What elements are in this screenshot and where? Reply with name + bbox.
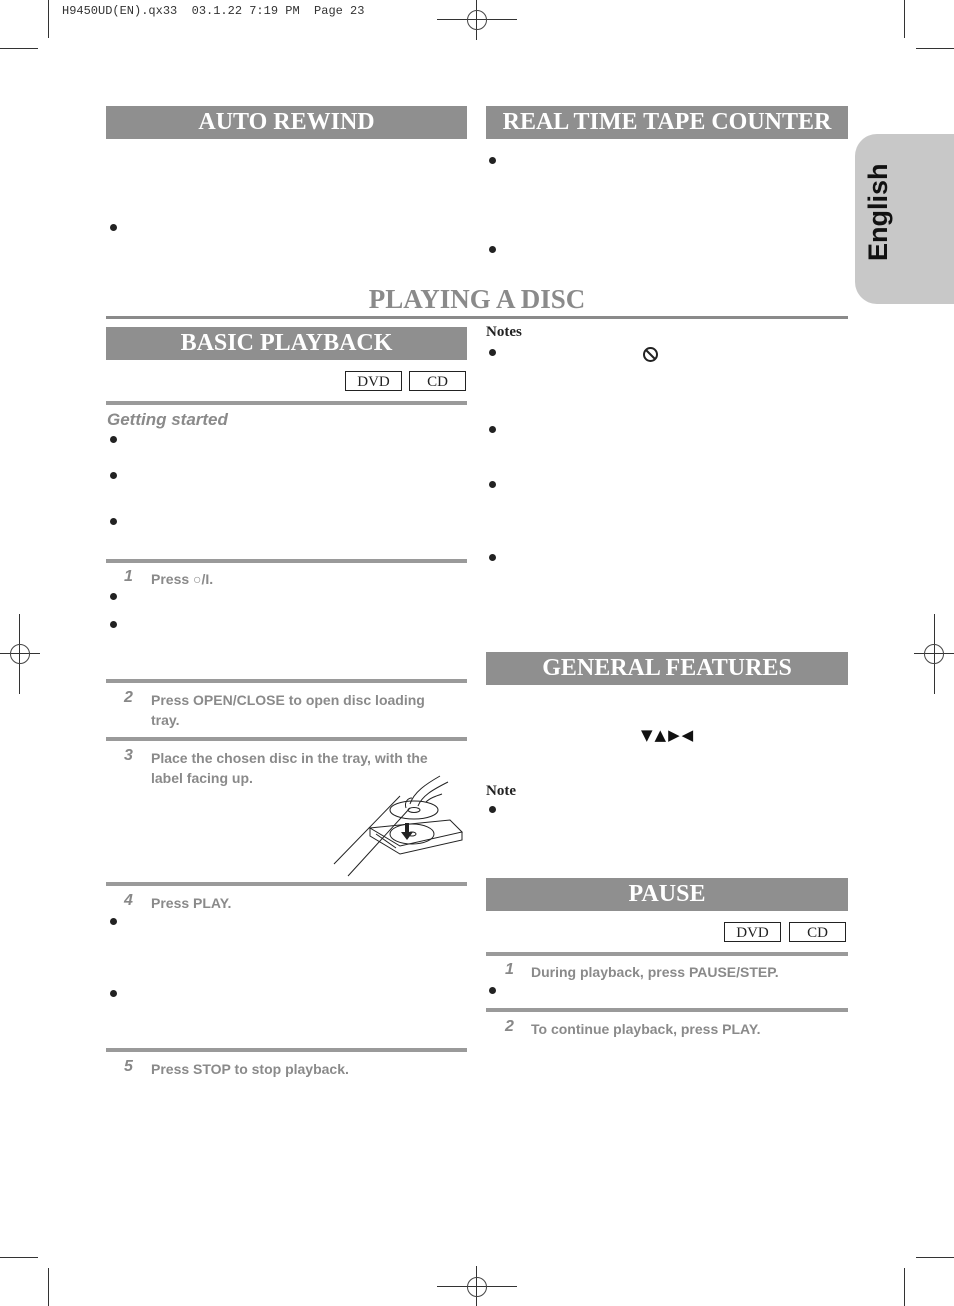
- step-number: 2: [124, 689, 133, 706]
- crop-mark: [48, 1268, 49, 1306]
- step-rule: [106, 559, 467, 563]
- note-heading: Note: [486, 783, 516, 799]
- general-features-header: GENERAL FEATURES: [486, 652, 848, 685]
- crop-mark: [916, 48, 954, 49]
- crop-mark: [0, 1257, 38, 1258]
- step-number: 5: [124, 1058, 133, 1075]
- bullet: [489, 481, 496, 488]
- step-rule: [106, 1048, 467, 1052]
- bullet: [110, 918, 117, 925]
- bullet: [110, 472, 117, 479]
- bullet: [489, 157, 496, 164]
- step-number: 4: [124, 892, 133, 909]
- bullet: [489, 987, 496, 994]
- step-text: Press ○/I.: [151, 571, 214, 587]
- step-text: During playback, press PAUSE/STEP.: [531, 964, 779, 980]
- step-text: To continue playback, press PLAY.: [531, 1021, 761, 1037]
- cd-badge: CD: [409, 371, 466, 391]
- print-slug: H9450UD(EN).qx33 03.1.22 7:19 PM Page 23: [62, 4, 365, 18]
- bullet: [110, 990, 117, 997]
- bullet: [489, 554, 496, 561]
- bullet: [110, 621, 117, 628]
- step-rule: [106, 737, 467, 741]
- step-number: 1: [505, 961, 514, 978]
- bullet: [489, 246, 496, 253]
- crop-mark: [0, 48, 38, 49]
- step-rule: [106, 679, 467, 683]
- disc-tray-illustration: [330, 768, 466, 880]
- basic-playback-header: BASIC PLAYBACK: [106, 327, 467, 360]
- registration-mark: [914, 614, 954, 694]
- step-number: 1: [124, 568, 133, 585]
- section-rule: [486, 952, 848, 956]
- registration-mark: [437, 0, 517, 40]
- step-rule: [486, 1008, 848, 1012]
- step-number: 2: [505, 1018, 514, 1035]
- bullet: [110, 436, 117, 443]
- crop-mark: [904, 1268, 905, 1306]
- bullet: [489, 806, 496, 813]
- bullet: [110, 518, 117, 525]
- dvd-badge: DVD: [345, 371, 402, 391]
- step-number: 3: [124, 747, 133, 764]
- title-underline: [106, 316, 848, 319]
- auto-rewind-header: AUTO REWIND: [106, 106, 467, 139]
- bullet: [110, 224, 117, 231]
- page-title: PLAYING A DISC: [368, 284, 586, 314]
- step-text: Press STOP to stop playback.: [151, 1061, 349, 1077]
- step-text: Place the chosen disc in the tray, with the label facing up.: [151, 750, 428, 786]
- bullet: [110, 593, 117, 600]
- getting-started-heading: Getting started: [107, 410, 228, 429]
- language-tab-label: English: [863, 163, 893, 261]
- registration-mark: [437, 1266, 517, 1306]
- prohibited-icon: [642, 346, 659, 363]
- step-rule: [106, 882, 467, 886]
- crop-mark: [916, 1257, 954, 1258]
- crop-mark: [48, 0, 49, 38]
- language-tab: [855, 134, 954, 304]
- step-text: Press PLAY.: [151, 895, 232, 911]
- dvd-badge: DVD: [724, 922, 781, 942]
- tape-counter-header: REAL TIME TAPE COUNTER: [486, 106, 848, 139]
- step-text: Press OPEN/CLOSE to open disc loading tray.: [151, 692, 425, 728]
- notes-heading: Notes: [486, 324, 522, 340]
- cd-badge: CD: [789, 922, 846, 942]
- section-rule: [106, 401, 467, 405]
- bullet: [489, 349, 496, 356]
- pause-header: PAUSE: [486, 878, 848, 911]
- crop-mark: [904, 0, 905, 38]
- bullet: [489, 426, 496, 433]
- registration-mark: [0, 614, 40, 694]
- direction-arrows: ▼▲▶◀: [641, 726, 696, 744]
